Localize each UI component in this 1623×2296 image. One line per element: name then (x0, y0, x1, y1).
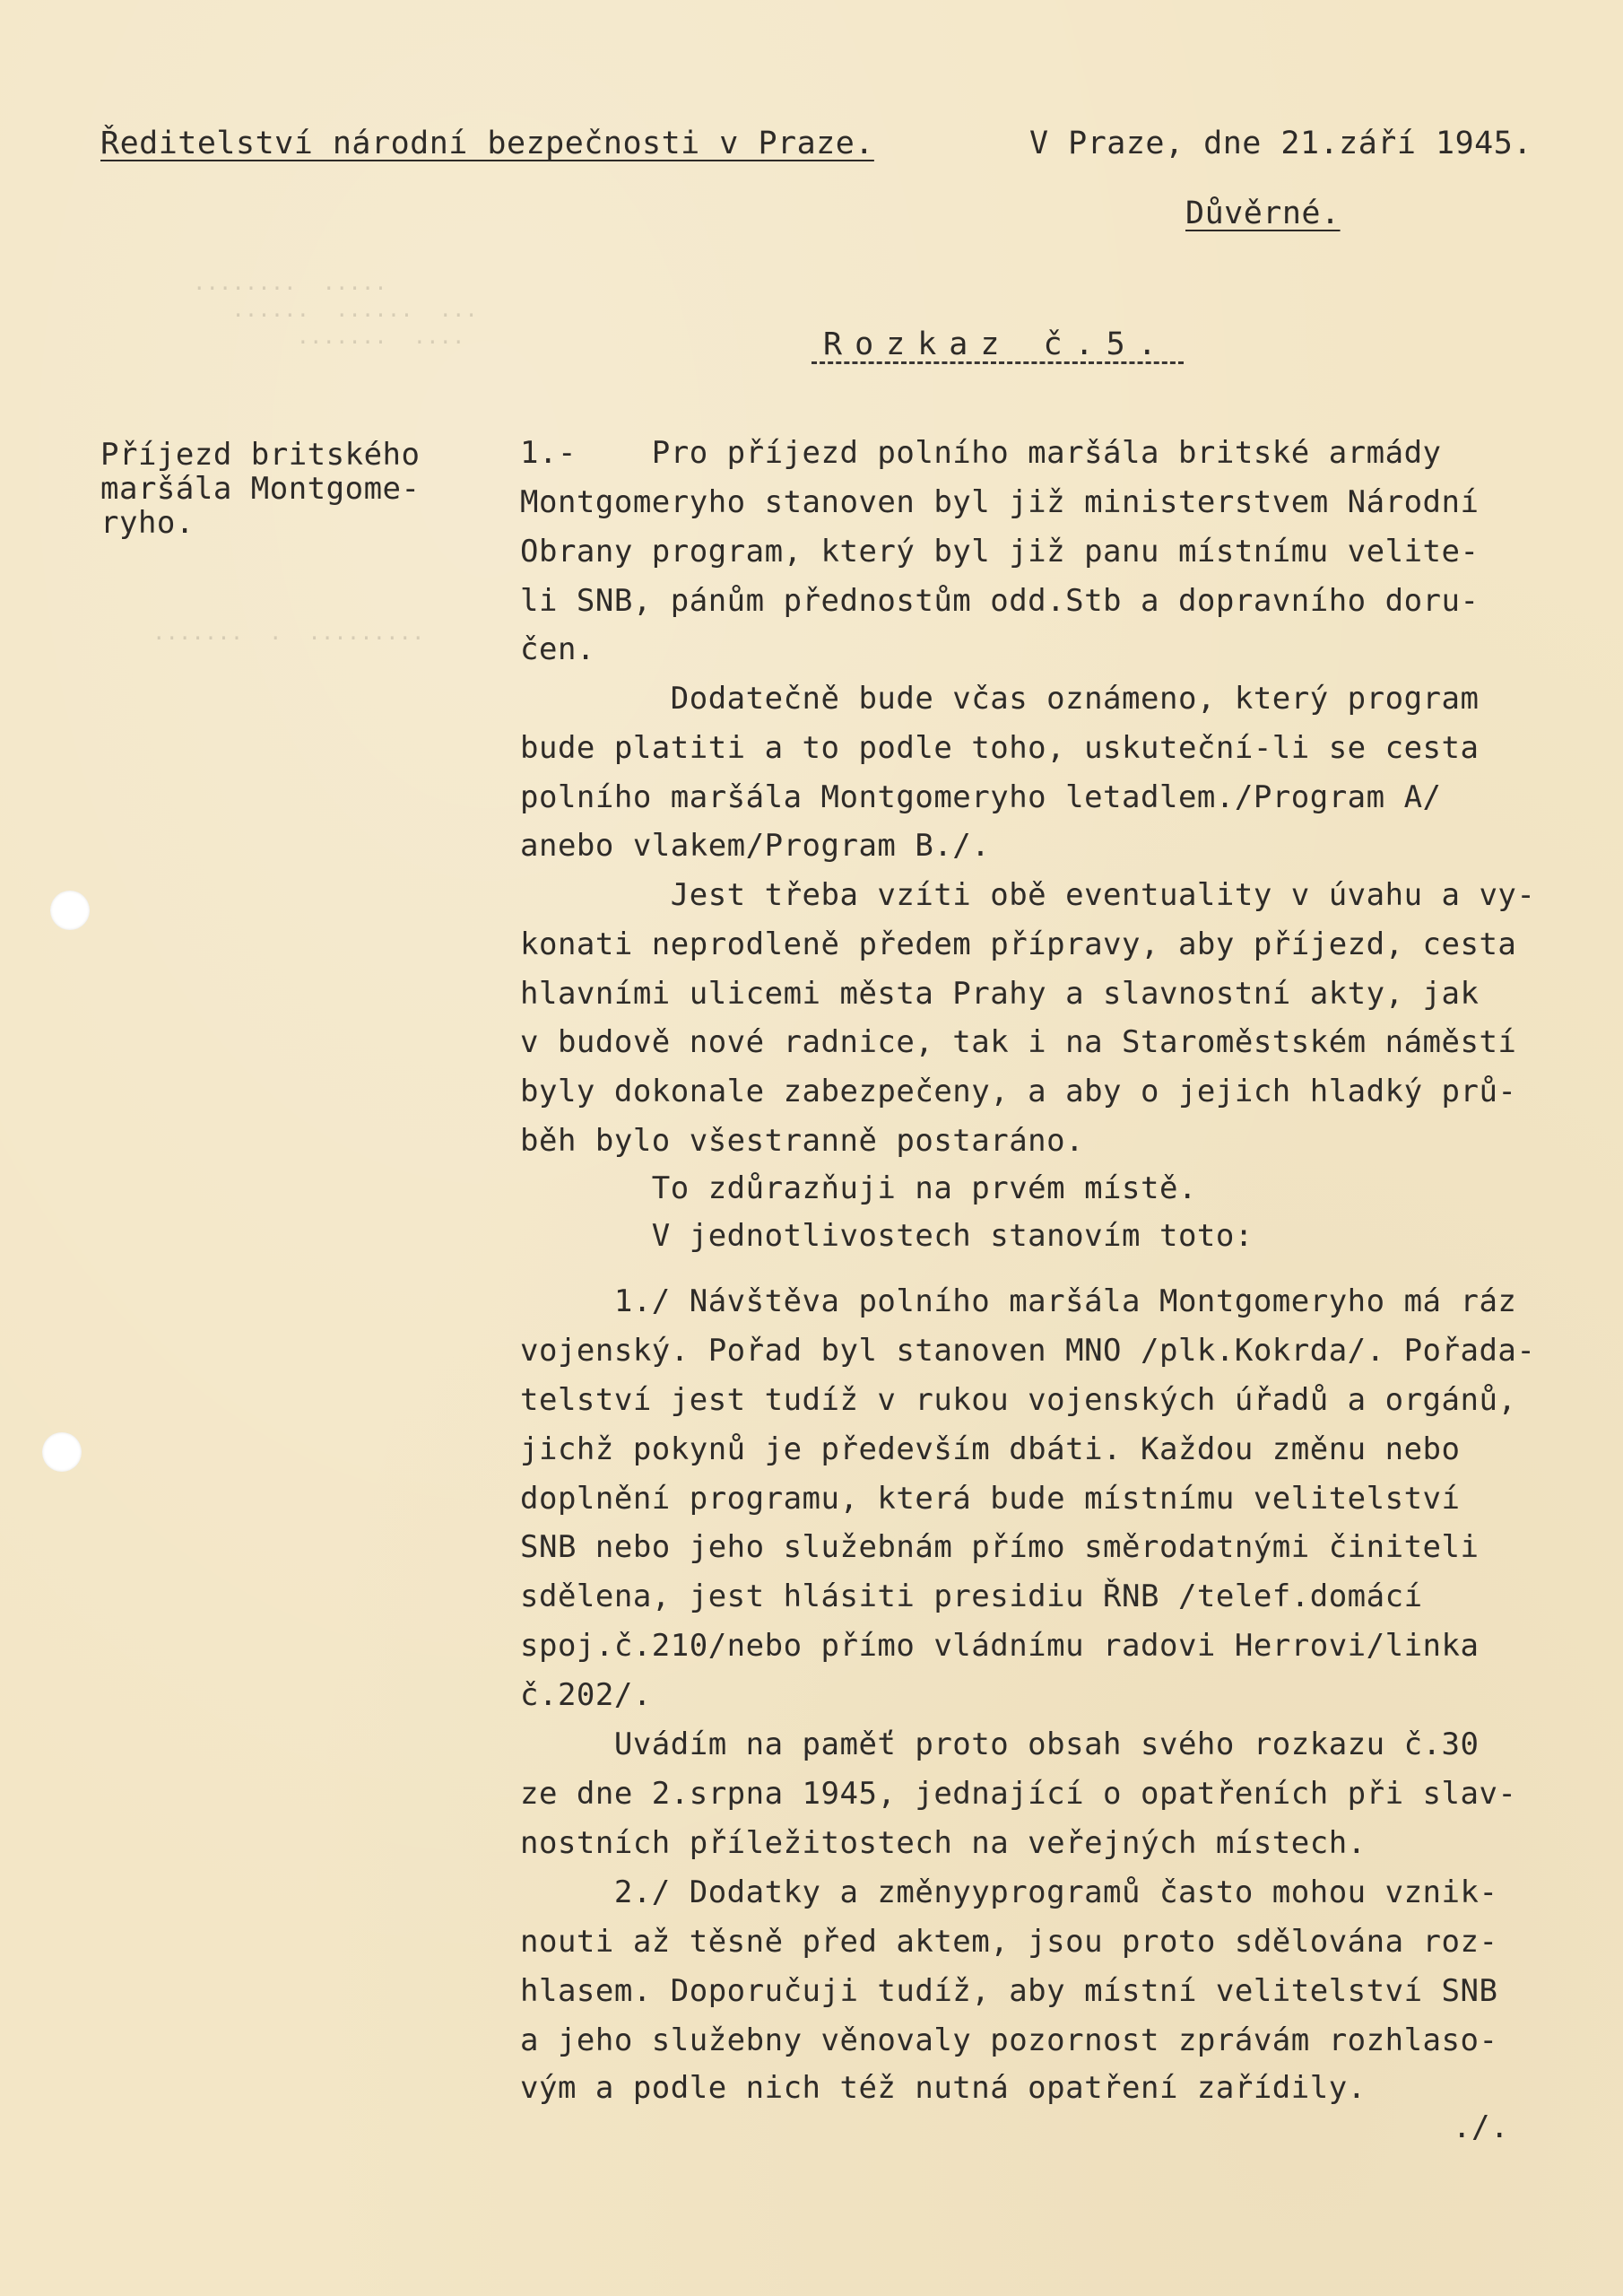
body-line: 1./ Návštěva polního maršála Montgomeryho má ráz (520, 1283, 1517, 1319)
faint-stamp-marks: ........ ..... ...... ...... ... ....... .... (193, 270, 478, 349)
body-line: bude platiti a to podle toho, uskuteční-li se cesta (520, 730, 1480, 766)
body-line: V jednotlivostech stanovím toto: (520, 1218, 1254, 1254)
body-line: v budově nové radnice, tak i na Staroměstském náměstí (520, 1024, 1517, 1060)
body-line: Obrany program, který byl již panu místnímu velite- (520, 534, 1480, 570)
classification-label: Důvěrné. (1185, 196, 1341, 231)
body-line: SNB nebo jeho služebnám přímo směrodatnými činiteli (520, 1529, 1480, 1565)
punch-hole (50, 891, 90, 930)
body-line: nostních příležitostech na veřejných místech. (520, 1825, 1367, 1861)
body-line: polního maršála Montgomeryho letadlem./Program A/ (520, 779, 1442, 815)
body-line: byly dokonale zabezpečeny, a aby o jejich hladký prů- (520, 1074, 1517, 1109)
body-line: č.202/. (520, 1677, 652, 1713)
title-underline (812, 361, 1184, 364)
body-line: 1.- Pro příjezd polního maršála britské armády (520, 435, 1442, 471)
margin-note-line: Příjezd britského (100, 437, 421, 473)
body-line: Uvádím na paměť proto obsah svého rozkazu č.30 (520, 1726, 1480, 1762)
body-line: anebo vlakem/Program B./. (520, 828, 991, 864)
place-and-date: V Praze, dne 21.září 1945. (1029, 126, 1532, 161)
body-line: hlasem. Doporučuji tudíž, aby místní velitelství SNB (520, 1973, 1498, 2009)
body-line: vojenský. Pořad byl stanoven MNO /plk.Kokrda/. Pořada- (520, 1333, 1536, 1369)
document-title: Rozkaz č.5. (823, 326, 1169, 362)
body-line: doplnění programu, která bude místnímu velitelství (520, 1481, 1461, 1517)
body-line: hlavními ulicemi města Prahy a slavnostní akty, jak (520, 976, 1480, 1012)
body-line: konati neprodleně předem přípravy, aby příjezd, cesta (520, 926, 1517, 962)
margin-note-line: ryho. (100, 505, 195, 541)
issuing-office: Ředitelství národní bezpečnosti v Praze. (100, 126, 874, 161)
punch-hole (42, 1432, 82, 1472)
body-line: li SNB, pánům přednostům odd.Stb a dopravního doru- (520, 583, 1480, 619)
faint-stamp-marks: ....... . ......... (152, 620, 425, 645)
body-line: sdělena, jest hlásiti presidiu ŘNB /telef.domácí (520, 1578, 1423, 1614)
margin-note-line: maršála Montgome- (100, 471, 421, 507)
body-line: telství jest tudíž v rukou vojenských úřadů a orgánů, (520, 1382, 1517, 1418)
body-line: a jeho služebny věnovaly pozornost zprávám rozhlaso- (520, 2022, 1498, 2058)
body-line: 2./ Dodatky a změnyyprogramů často mohou vznik- (520, 1874, 1498, 1910)
body-line: nouti až těsně před aktem, jsou proto sdělována roz- (520, 1924, 1498, 1960)
body-line: Montgomeryho stanoven byl již ministerstvem Národní (520, 484, 1480, 520)
body-line: běh bylo všestranně postaráno. (520, 1123, 1085, 1159)
body-line: Dodatečně bude včas oznámeno, který program (520, 681, 1480, 717)
body-line: jichž pokynů je především dbáti. Každou změnu nebo (520, 1431, 1461, 1467)
body-line: To zdůrazňuji na prvém místě. (520, 1170, 1197, 1206)
body-line: Jest třeba vzíti obě eventuality v úvahu a vy- (520, 877, 1536, 913)
body-line: vým a podle nich též nutná opatření zařídily. (520, 2070, 1367, 2106)
body-line: spoj.č.210/nebo přímo vládnímu radovi Herrovi/linka (520, 1628, 1480, 1664)
body-line: čen. (520, 631, 595, 667)
body-line: ze dne 2.srpna 1945, jednající o opatřeních při slav- (520, 1776, 1517, 1812)
continuation-mark: ./. (1453, 2109, 1509, 2145)
